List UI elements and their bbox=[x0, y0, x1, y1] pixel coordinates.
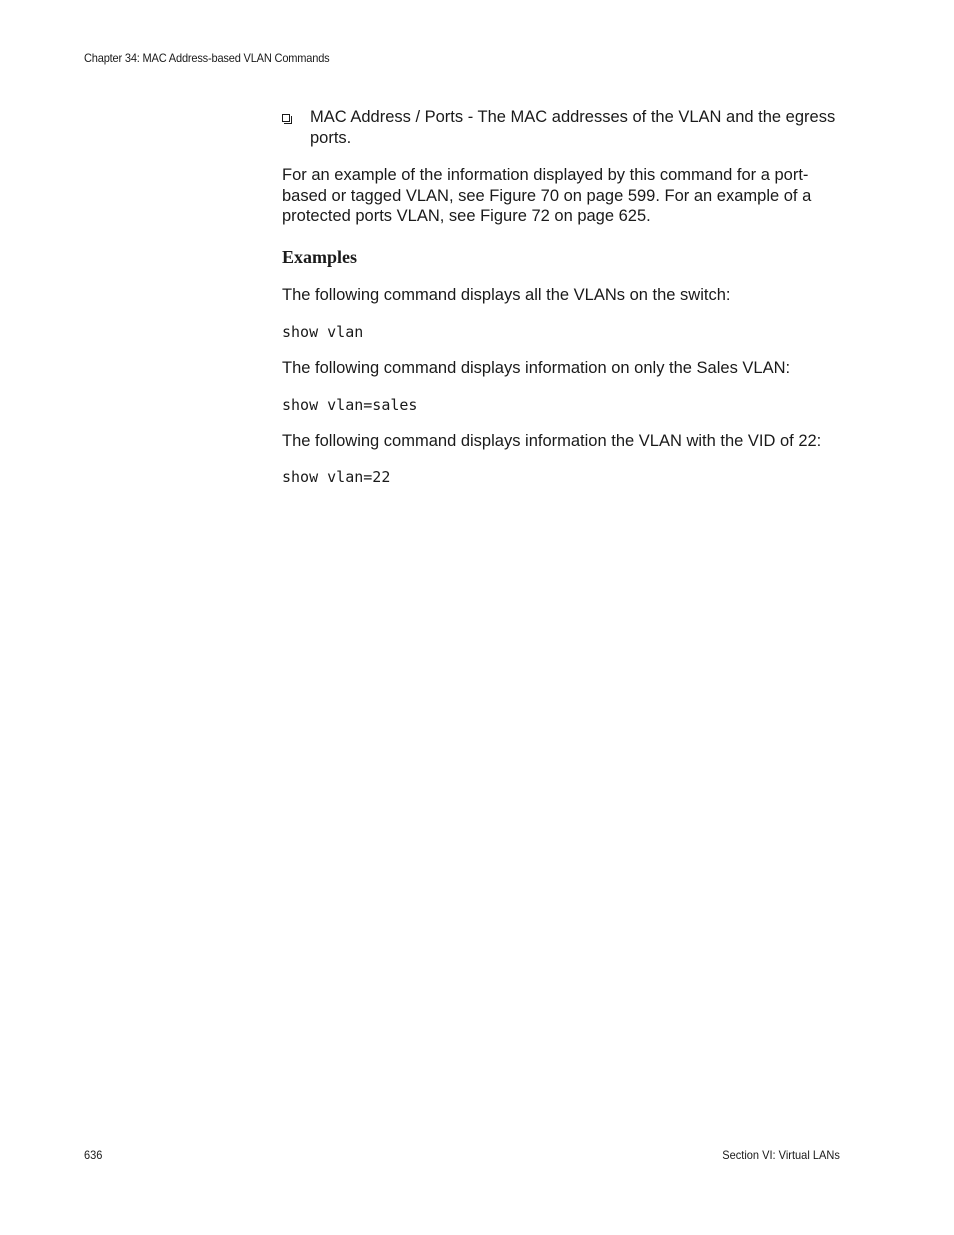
page-number: 636 bbox=[84, 1148, 103, 1162]
bullet-text: MAC Address / Ports - The MAC addresses of the VLAN and the egress ports. bbox=[310, 108, 836, 147]
square-bullet-icon bbox=[282, 114, 290, 122]
example-command-1: show vlan bbox=[282, 322, 364, 341]
example-command-3: show vlan=22 bbox=[282, 468, 391, 487]
section-footer: Section VI: Virtual LANs bbox=[722, 1148, 840, 1162]
example-description-1: The following command displays all the VLANs on the switch: bbox=[282, 286, 731, 305]
running-header: Chapter 34: MAC Address-based VLAN Commands bbox=[84, 51, 330, 65]
intro-paragraph: For an example of the information displayed by this command for a port-based or tagged VLAN, see Figure 70 on page 599. For an example of a protected ports VLAN, see Figure 72 on page 625. bbox=[282, 166, 812, 226]
examples-heading: Examples bbox=[282, 247, 358, 268]
main-content bbox=[282, 107, 847, 487]
example-description-3: The following command displays information the VLAN with the VID of 22: bbox=[282, 431, 822, 450]
example-description-2: The following command displays information on only the Sales VLAN: bbox=[282, 358, 791, 377]
bullet-item-mac-address-ports bbox=[282, 107, 847, 149]
example-command-2: show vlan=sales bbox=[282, 395, 418, 414]
